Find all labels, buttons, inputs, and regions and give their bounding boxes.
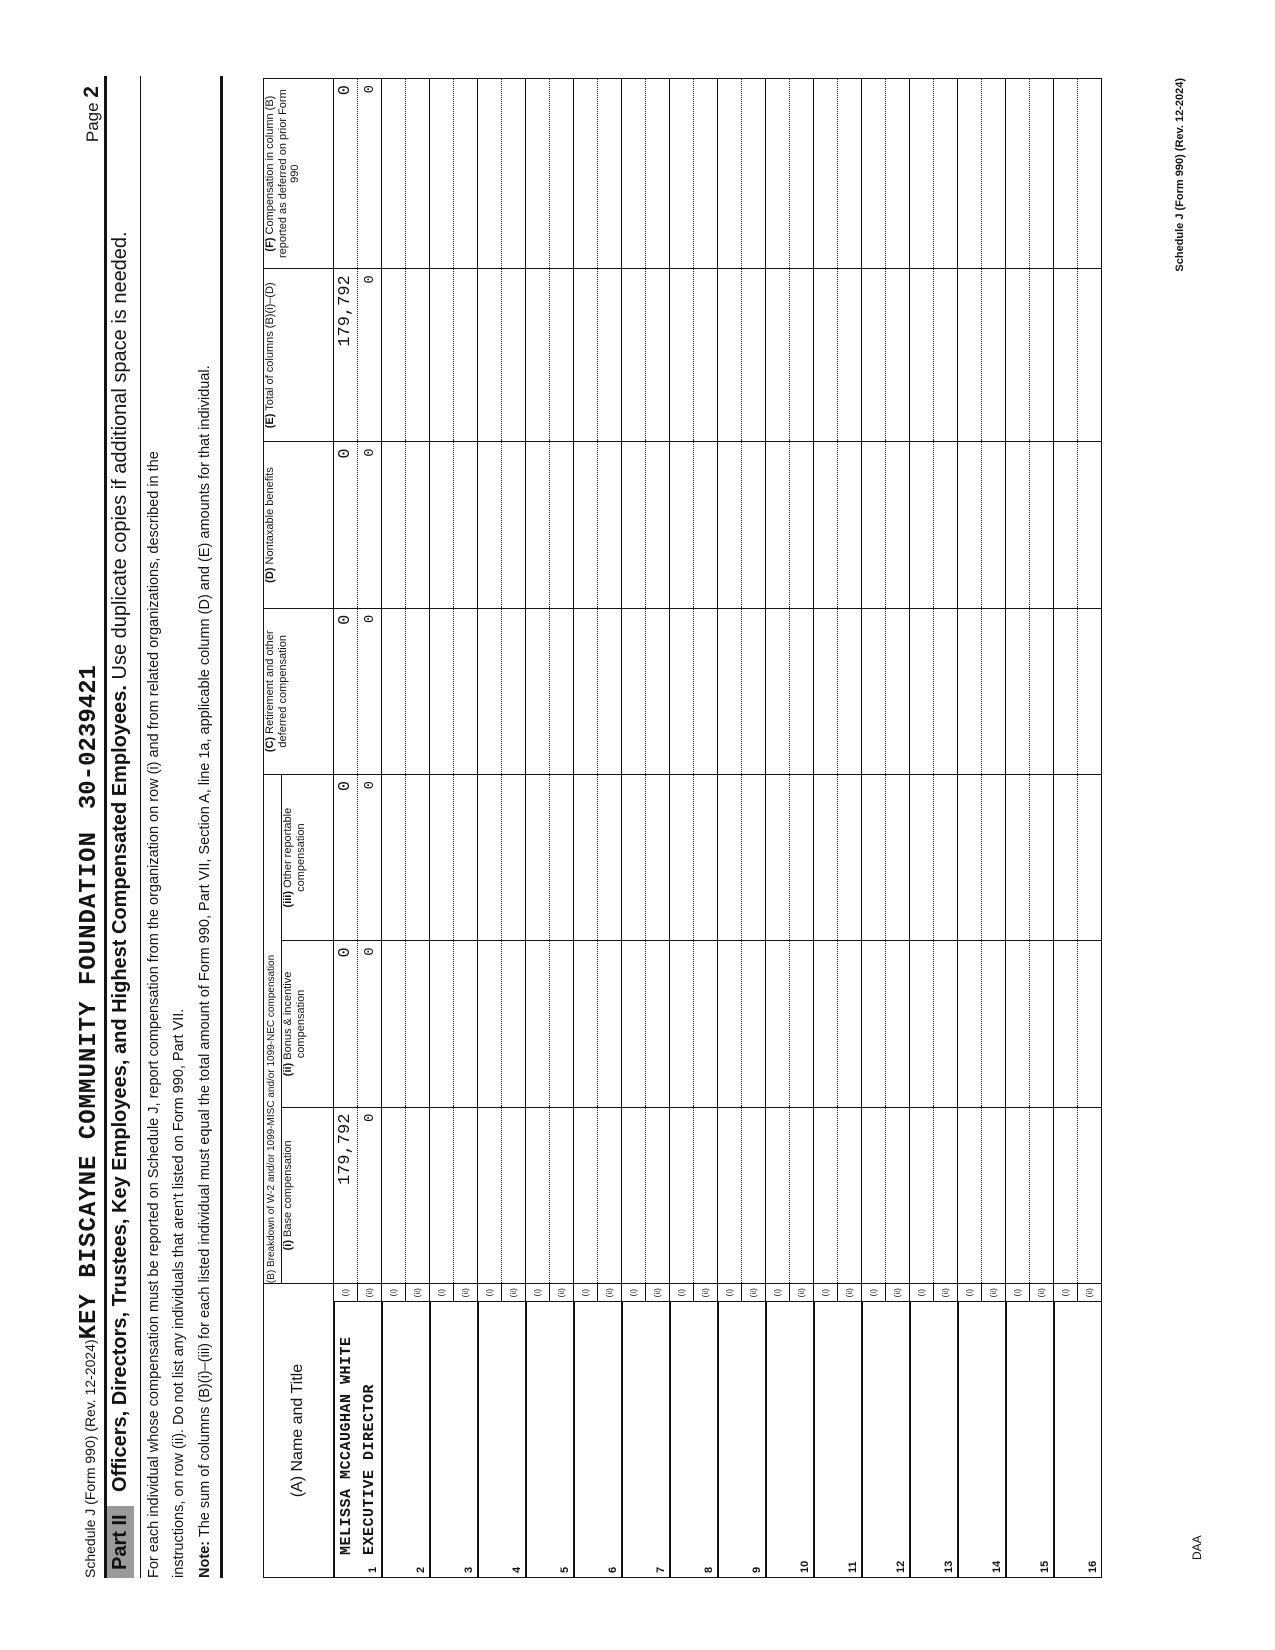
- row-tag-ii: (ii): [844, 1288, 854, 1298]
- total-comp-value-i: 179,792: [336, 275, 355, 347]
- bonus-comp-cell: [334, 941, 382, 1107]
- retirement-comp-cell: [766, 608, 814, 774]
- retirement-comp-cell: [1006, 608, 1054, 774]
- total-comp-cell: [574, 269, 622, 442]
- form-header: [76, 665, 103, 1578]
- total-comp-cell: [766, 269, 814, 442]
- base-comp-value-ii: 0: [362, 1113, 378, 1122]
- base-comp-cell: [622, 1107, 670, 1284]
- col-e-header: (E) Total of columns (B)(i)–(D): [264, 269, 334, 442]
- nontaxable-benefits-cell: [814, 442, 862, 608]
- organization-name: KEY BISCAYNE COMMUNITY FOUNDATION: [76, 831, 103, 1340]
- other-comp-cell: [526, 774, 574, 940]
- name-title-cell: [718, 1302, 766, 1578]
- col-b-iii-header: (iii) Other reportable compensation: [282, 774, 334, 940]
- retirement-comp-cell: [718, 608, 766, 774]
- base-comp-cell: [910, 1107, 958, 1284]
- row-number: 13: [942, 1560, 955, 1573]
- name-title-cell: [862, 1302, 910, 1578]
- name-title-cell: [814, 1302, 862, 1578]
- row-tag-i: (i): [478, 1284, 502, 1301]
- base-comp-cell: [766, 1107, 814, 1284]
- table-row: [478, 79, 526, 1578]
- bonus-comp-cell: [430, 941, 478, 1107]
- row-tag-i: (i): [862, 1284, 886, 1301]
- row-tag-i: (i): [430, 1284, 454, 1301]
- nontaxable-benefits-cell: [430, 442, 478, 608]
- deferred-prior-cell: [910, 79, 958, 269]
- nontaxable-benefits-cell: [526, 442, 574, 608]
- deferred-prior-cell: [670, 79, 718, 269]
- total-comp-cell: [814, 269, 862, 442]
- nontaxable-benefits-value-ii: 0: [362, 448, 378, 457]
- row-type-tags: [862, 1284, 910, 1302]
- name-title-cell: [622, 1302, 670, 1578]
- other-comp-cell: [670, 774, 718, 940]
- nontaxable-benefits-cell: [1006, 442, 1054, 608]
- part-title-bold: Officers, Directors, Trustees, Key Employees, and Highest Compensated Employees.: [109, 685, 131, 1492]
- retirement-comp-cell: [814, 608, 862, 774]
- row-tag-ii: (ii): [748, 1288, 758, 1298]
- row-tag-ii: (ii): [796, 1288, 806, 1298]
- bonus-comp-cell: [1006, 941, 1054, 1107]
- table-row: [862, 79, 910, 1578]
- other-comp-cell: [910, 774, 958, 940]
- row-tag-i: (i): [382, 1284, 406, 1301]
- part-heading: [107, 76, 139, 1578]
- base-comp-cell: [814, 1107, 862, 1284]
- deferred-prior-cell: [814, 79, 862, 269]
- bonus-comp-cell: [382, 941, 430, 1107]
- row-tag-i: (i): [958, 1284, 982, 1301]
- col-b-i-header: (i) Base compensation: [282, 1107, 334, 1284]
- bonus-comp-cell: [526, 941, 574, 1107]
- person-title: EXECUTIVE DIRECTOR: [360, 1383, 378, 1555]
- row-type-tags: [1006, 1284, 1054, 1302]
- nontaxable-benefits-cell: [718, 442, 766, 608]
- col-a-header: (A) Name and Title: [264, 1284, 334, 1578]
- nontaxable-benefits-cell: [382, 442, 430, 608]
- bonus-comp-value-ii: 0: [362, 947, 378, 956]
- row-tag-ii: (ii): [988, 1288, 998, 1298]
- deferred-prior-cell: [334, 79, 382, 269]
- name-title-cell: [1006, 1302, 1054, 1578]
- name-title-cell: [526, 1302, 574, 1578]
- total-comp-cell: [478, 269, 526, 442]
- note-line: [197, 365, 213, 1578]
- row-tag-ii: (ii): [940, 1288, 950, 1298]
- deferred-prior-cell: [958, 79, 1006, 269]
- total-comp-cell: [526, 269, 574, 442]
- row-type-tags: [718, 1284, 766, 1302]
- deferred-prior-cell: [382, 79, 430, 269]
- row-tag-ii: (ii): [1084, 1288, 1094, 1298]
- total-comp-cell: [718, 269, 766, 442]
- retirement-comp-value-ii: 0: [362, 614, 378, 624]
- total-comp-cell: [334, 269, 382, 442]
- row-type-tags: [910, 1284, 958, 1302]
- compensation-table: [263, 78, 1102, 1578]
- deferred-prior-cell: [766, 79, 814, 269]
- retirement-comp-cell: [910, 608, 958, 774]
- total-comp-cell: [622, 269, 670, 442]
- row-tag-ii: (ii): [700, 1288, 710, 1298]
- row-tag-ii: (ii): [1036, 1288, 1046, 1298]
- other-comp-cell: [1006, 774, 1054, 940]
- retirement-comp-cell: [478, 608, 526, 774]
- row-number: 9: [750, 1566, 763, 1573]
- base-comp-cell: [334, 1107, 382, 1284]
- retirement-comp-cell: [670, 608, 718, 774]
- total-comp-cell: [862, 269, 910, 442]
- bonus-comp-cell: [766, 941, 814, 1107]
- nontaxable-benefits-cell: [334, 442, 382, 608]
- col-c-header: (C) Retirement and other deferred compensation: [264, 608, 334, 774]
- row-tag-i: (i): [910, 1284, 934, 1301]
- other-comp-cell: [334, 774, 382, 940]
- name-title-cell: [910, 1302, 958, 1578]
- row-number: 11: [846, 1561, 859, 1573]
- row-tag-ii: (ii): [412, 1288, 422, 1298]
- total-comp-cell: [958, 269, 1006, 442]
- row-number: 6: [606, 1566, 619, 1573]
- col-b-group-header: (B) Breakdown of W-2 and/or 1099-MISC and/or 1099-NEC compensation: [264, 774, 282, 1283]
- nontaxable-benefits-cell: [862, 442, 910, 608]
- base-comp-cell: [670, 1107, 718, 1284]
- part-title-rest: Use duplicate copies if additional space is needed.: [109, 231, 131, 680]
- name-title-cell: [430, 1302, 478, 1578]
- row-number: 1: [366, 1566, 379, 1573]
- part-divider: [140, 76, 141, 1578]
- other-comp-cell: [862, 774, 910, 940]
- bonus-comp-cell: [574, 941, 622, 1107]
- retirement-comp-value-i: 0: [336, 614, 355, 625]
- page-number: [80, 86, 104, 142]
- nontaxable-benefits-value-i: 0: [336, 448, 355, 459]
- base-comp-cell: [1054, 1107, 1102, 1284]
- nontaxable-benefits-cell: [910, 442, 958, 608]
- total-comp-value-ii: 0: [362, 275, 378, 284]
- other-comp-cell: [382, 774, 430, 940]
- base-comp-cell: [526, 1107, 574, 1284]
- row-tag-i: (i): [1006, 1284, 1030, 1301]
- bonus-comp-cell: [478, 941, 526, 1107]
- bonus-comp-cell: [670, 941, 718, 1107]
- table-row: [670, 79, 718, 1578]
- row-tag-ii: (ii): [652, 1288, 662, 1298]
- bonus-comp-cell: [910, 941, 958, 1107]
- row-type-tags: [430, 1284, 478, 1302]
- bonus-comp-cell: [814, 941, 862, 1107]
- row-type-tags: [574, 1284, 622, 1302]
- table-top-rule: [220, 76, 223, 1578]
- other-comp-cell: [958, 774, 1006, 940]
- retirement-comp-cell: [334, 608, 382, 774]
- base-comp-cell: [718, 1107, 766, 1284]
- base-comp-cell: [574, 1107, 622, 1284]
- retirement-comp-cell: [382, 608, 430, 774]
- bonus-comp-value-i: 0: [336, 947, 355, 958]
- base-comp-cell: [382, 1107, 430, 1284]
- other-comp-value-i: 0: [336, 780, 355, 792]
- row-type-tags: [766, 1284, 814, 1302]
- nontaxable-benefits-cell: [622, 442, 670, 608]
- name-title-cell: [670, 1302, 718, 1578]
- row-type-tags: [526, 1284, 574, 1302]
- total-comp-cell: [382, 269, 430, 442]
- total-comp-cell: [670, 269, 718, 442]
- other-comp-value-ii: 0: [362, 780, 378, 790]
- deferred-prior-cell: [718, 79, 766, 269]
- deferred-prior-cell: [478, 79, 526, 269]
- bonus-comp-cell: [1054, 941, 1102, 1107]
- nontaxable-benefits-cell: [574, 442, 622, 608]
- nontaxable-benefits-cell: [1054, 442, 1102, 608]
- ein: 30-0239421: [76, 665, 103, 810]
- bonus-comp-cell: [862, 941, 910, 1107]
- name-title-cell: [1054, 1302, 1102, 1578]
- name-title-cell: [574, 1302, 622, 1578]
- row-type-tags: [670, 1284, 718, 1302]
- row-type-tags: [622, 1284, 670, 1302]
- table-row: [526, 79, 574, 1578]
- person-name: MELISSA MCCAUGHAN WHITE: [337, 1336, 355, 1555]
- row-number: 15: [1038, 1560, 1051, 1573]
- total-comp-cell: [1054, 269, 1102, 442]
- other-comp-cell: [718, 774, 766, 940]
- table-row: [382, 79, 430, 1578]
- row-number: 3: [462, 1566, 475, 1573]
- table-header-row-1: [264, 79, 282, 1578]
- table-row: [910, 79, 958, 1578]
- row-tag-ii: (ii): [604, 1288, 614, 1298]
- retirement-comp-cell: [574, 608, 622, 774]
- daa-label: DAA: [1190, 1535, 1204, 1560]
- row-tag-ii: (ii): [892, 1288, 902, 1298]
- nontaxable-benefits-cell: [670, 442, 718, 608]
- other-comp-cell: [574, 774, 622, 940]
- row-tag-i: (i): [670, 1284, 694, 1301]
- col-d-header: (D) Nontaxable benefits: [264, 442, 334, 608]
- base-comp-value-i: 179,792: [336, 1113, 355, 1185]
- table-row: [430, 79, 478, 1578]
- deferred-prior-value-ii: 0: [362, 85, 378, 94]
- deferred-prior-cell: [574, 79, 622, 269]
- row-tag-i: (i): [814, 1284, 838, 1301]
- row-number: 7: [654, 1566, 667, 1573]
- deferred-prior-value-i: 0: [336, 85, 355, 96]
- row-tag-i: (i): [1054, 1284, 1078, 1301]
- deferred-prior-cell: [622, 79, 670, 269]
- bonus-comp-cell: [718, 941, 766, 1107]
- table-row: [958, 79, 1006, 1578]
- retirement-comp-cell: [622, 608, 670, 774]
- row-tag-i: (i): [622, 1284, 646, 1301]
- retirement-comp-cell: [1054, 608, 1102, 774]
- bonus-comp-cell: [622, 941, 670, 1107]
- name-title-cell: [766, 1302, 814, 1578]
- bonus-comp-cell: [958, 941, 1006, 1107]
- name-title-cell: [382, 1302, 430, 1578]
- row-type-tags: [478, 1284, 526, 1302]
- table-row: [814, 79, 862, 1578]
- deferred-prior-cell: [1006, 79, 1054, 269]
- form-footer: Schedule J (Form 990) (Rev. 12-2024): [1174, 78, 1186, 272]
- row-number: 16: [1087, 1560, 1099, 1573]
- row-number: 14: [990, 1560, 1003, 1573]
- base-comp-cell: [478, 1107, 526, 1284]
- row-tag-i: (i): [334, 1284, 358, 1301]
- name-title-cell: [478, 1302, 526, 1578]
- table-row: [622, 79, 670, 1578]
- base-comp-cell: [862, 1107, 910, 1284]
- note-label: Note:: [197, 1540, 213, 1578]
- base-comp-cell: [958, 1107, 1006, 1284]
- row-tag-ii: (ii): [508, 1288, 518, 1298]
- other-comp-cell: [622, 774, 670, 940]
- nontaxable-benefits-cell: [478, 442, 526, 608]
- name-title-cell: [958, 1302, 1006, 1578]
- table-row: [334, 79, 382, 1578]
- col-f-header: (F) Compensation in column (B) reported as deferred on prior Form 990: [264, 79, 334, 269]
- table-row: [718, 79, 766, 1578]
- note-text: The sum of columns (B)(i)–(iii) for each listed individual must equal the total amount of Form 990, Part VII, Section A, line 1a, applicable column (D) and (E) amounts for that individual.: [197, 365, 213, 1538]
- total-comp-cell: [1006, 269, 1054, 442]
- other-comp-cell: [1054, 774, 1102, 940]
- deferred-prior-cell: [430, 79, 478, 269]
- total-comp-cell: [430, 269, 478, 442]
- row-type-tags: [814, 1284, 862, 1302]
- part-tag: Part II: [107, 1506, 134, 1578]
- page-label: Page: [83, 102, 102, 143]
- row-type-tags: [334, 1284, 382, 1302]
- retirement-comp-cell: [526, 608, 574, 774]
- row-number: 8: [702, 1566, 715, 1573]
- row-tag-i: (i): [526, 1284, 550, 1301]
- retirement-comp-cell: [958, 608, 1006, 774]
- row-tag-i: (i): [574, 1284, 598, 1301]
- instruction-line-2: instructions, on row (ii). Do not list any individuals that aren't listed on Form 990, Part VII.: [171, 1008, 187, 1578]
- retirement-comp-cell: [430, 608, 478, 774]
- deferred-prior-cell: [862, 79, 910, 269]
- retirement-comp-cell: [862, 608, 910, 774]
- row-tag-ii: (ii): [556, 1288, 566, 1298]
- row-type-tags: [1054, 1284, 1102, 1302]
- row-number: 4: [510, 1566, 523, 1573]
- row-tag-ii: (ii): [364, 1288, 374, 1298]
- nontaxable-benefits-cell: [766, 442, 814, 608]
- other-comp-cell: [478, 774, 526, 940]
- base-comp-cell: [1006, 1107, 1054, 1284]
- row-tag-i: (i): [766, 1284, 790, 1301]
- form-reference: Schedule J (Form 990) (Rev. 12-2024): [82, 1339, 98, 1578]
- other-comp-cell: [766, 774, 814, 940]
- deferred-prior-cell: [1054, 79, 1102, 269]
- table-row: [766, 79, 814, 1578]
- deferred-prior-cell: [526, 79, 574, 269]
- row-type-tags: [958, 1284, 1006, 1302]
- part-title: [109, 231, 132, 1492]
- row-number: 2: [414, 1566, 427, 1573]
- instruction-line-1: For each individual whose compensation must be reported on Schedule J, report compensation from the organization on row (i) and from related organizations, described in the: [146, 451, 162, 1578]
- row-number: 10: [798, 1560, 811, 1573]
- row-type-tags: [382, 1284, 430, 1302]
- row-tag-i: (i): [718, 1284, 742, 1301]
- col-b-ii-header: (ii) Bonus & incentive compensation: [282, 941, 334, 1107]
- row-number: 12: [894, 1560, 907, 1573]
- other-comp-cell: [814, 774, 862, 940]
- nontaxable-benefits-cell: [958, 442, 1006, 608]
- total-comp-cell: [910, 269, 958, 442]
- table-body: [334, 79, 1102, 1578]
- table-row: [1054, 79, 1102, 1578]
- other-comp-cell: [430, 774, 478, 940]
- base-comp-cell: [430, 1107, 478, 1284]
- rotated-form-page: [58, 48, 1218, 1608]
- table-row: [574, 79, 622, 1578]
- row-tag-ii: (ii): [460, 1288, 470, 1298]
- page-number-value: 2: [80, 86, 103, 98]
- name-title-cell: [334, 1302, 382, 1578]
- table-row: [1006, 79, 1054, 1578]
- row-number: 5: [558, 1566, 571, 1573]
